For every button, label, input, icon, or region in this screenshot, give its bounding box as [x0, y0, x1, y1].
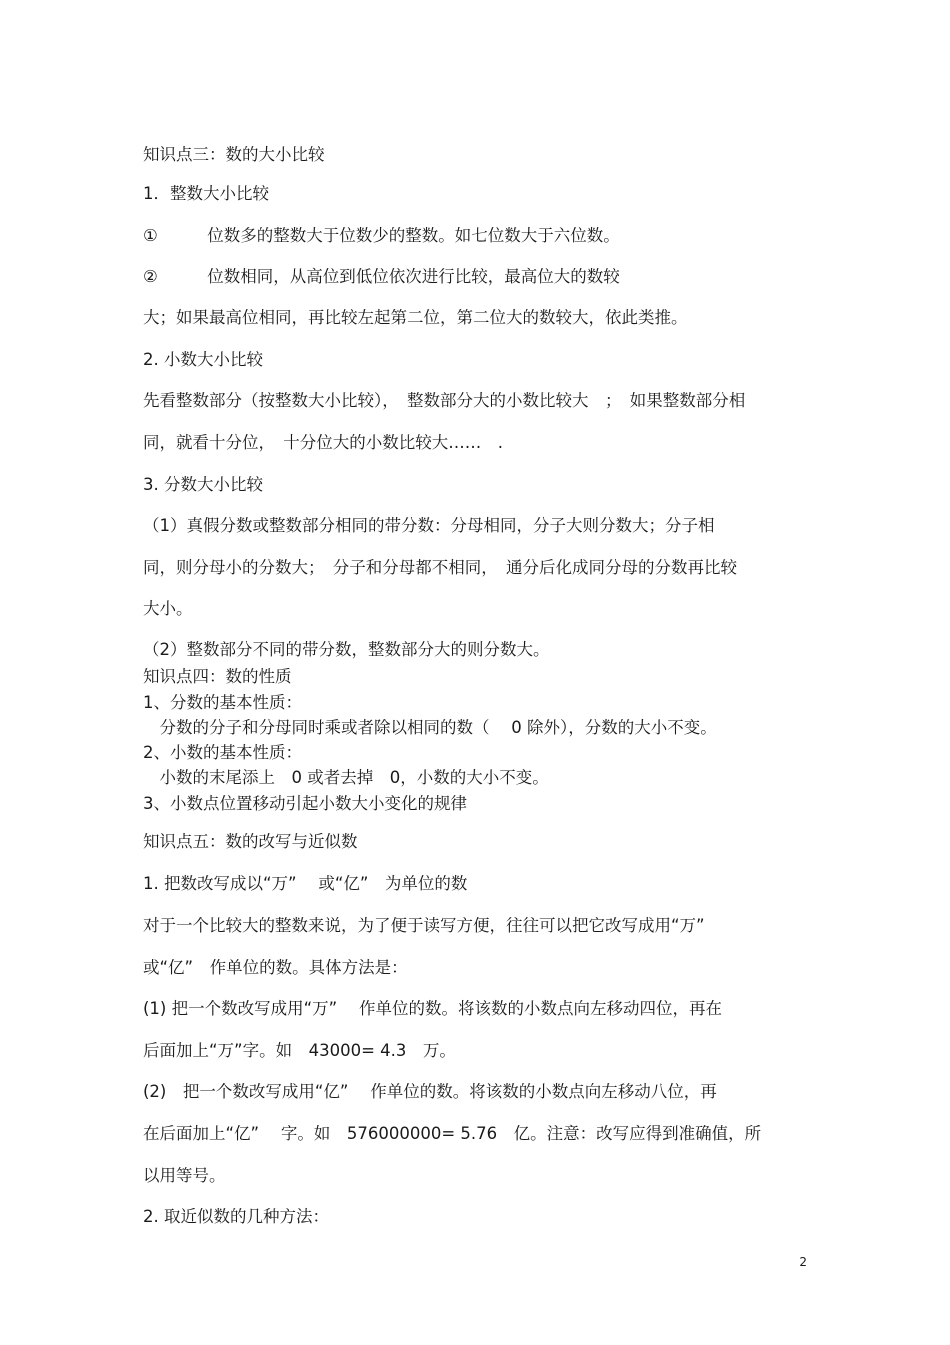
subsection-heading: 1. 把数改写成以“万” 或“亿” 为单位的数 [143, 874, 468, 893]
section-heading: 知识点三：数的大小比较 [143, 145, 325, 164]
text-line: 同，就看十分位， 十分位大的小数比较大…… . [143, 433, 503, 452]
text-line: 同，则分母小的分数大； 分子和分母都不相同， 通分后化成同分母的分数再比较 [143, 558, 737, 577]
text-line: 3、小数点位置移动引起小数大小变化的规律 [143, 794, 467, 813]
subsection-heading: 1、分数的基本性质： [143, 693, 302, 712]
text-line: 或“亿” 作单位的数。具体方法是： [143, 958, 408, 977]
text-line: 先看整数部分（按整数大小比较）， 整数部分大的小数比较大 ； 如果整数部分相 [143, 391, 746, 410]
text-line: ② 位数相同，从高位到低位依次进行比较，最高位大的数较 [143, 267, 620, 286]
section-heading: 知识点五：数的改写与近似数 [143, 832, 358, 851]
text-line: 分数的分子和分母同时乘或者除以相同的数（ 0 除外），分数的大小不变。 [143, 718, 717, 737]
text-line: 大小。 [143, 599, 193, 618]
subsection-heading: 1．整数大小比较 [143, 184, 269, 203]
page-number: 2 [799, 1255, 807, 1269]
subsection-heading: 2. 小数大小比较 [143, 350, 263, 369]
text-line: （1）真假分数或整数部分相同的带分数：分母相同，分子大则分数大；分子相 [143, 516, 715, 535]
section-heading: 知识点四：数的性质 [143, 667, 292, 686]
text-line: 后面加上“万”字。如 43000= 4.3 万。 [143, 1041, 456, 1060]
subsection-heading: 2、小数的基本性质： [143, 743, 302, 762]
text-line: 小数的末尾添上 0 或者去掉 0，小数的大小不变。 [143, 768, 549, 787]
subsection-heading: 3. 分数大小比较 [143, 475, 263, 494]
text-line: 大；如果最高位相同，再比较左起第二位，第二位大的数较大，依此类推。 [143, 308, 688, 327]
text-line: （2）整数部分不同的带分数，整数部分大的则分数大。 [143, 640, 550, 659]
text-line: 对于一个比较大的整数来说，为了便于读写方便，往往可以把它改写成用“万” [143, 916, 705, 935]
text-line: 以用等号。 [143, 1166, 226, 1185]
text-line: (1) 把一个数改写成用“万” 作单位的数。将该数的小数点向左移动四位，再在 [143, 999, 722, 1018]
text-line: ① 位数多的整数大于位数少的整数。如七位数大于六位数。 [143, 226, 620, 245]
text-line: (2) 把一个数改写成用“亿” 作单位的数。将该数的小数点向左移动八位，再 [143, 1082, 717, 1101]
text-line: 在后面加上“亿” 字。如 576000000= 5.76 亿。注意：改写应得到准确值，所 [143, 1124, 762, 1143]
subsection-heading: 2. 取近似数的几种方法： [143, 1207, 329, 1226]
